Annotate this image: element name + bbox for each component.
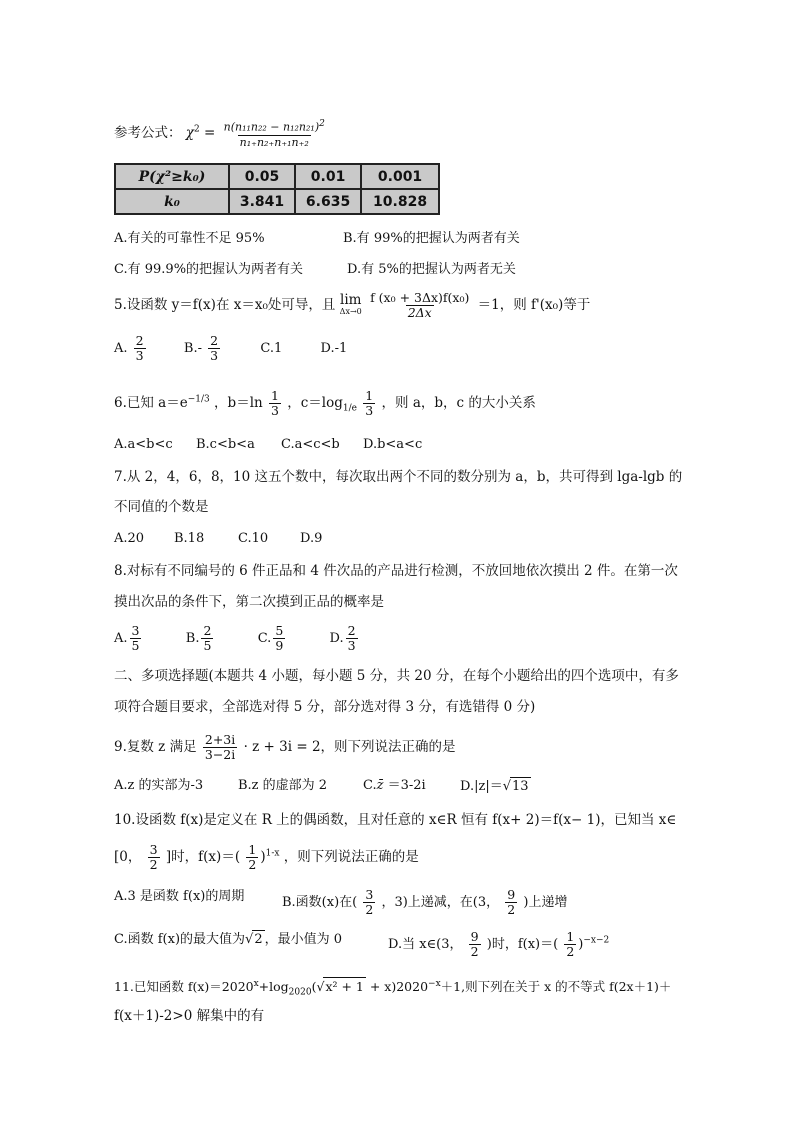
- q7-option-b: B.18: [174, 531, 205, 546]
- q4-option-a: A.有关的可靠性不足 95%: [114, 231, 265, 246]
- q5-options: A. $\frac{2}{3}$ B.- $\frac{2}{3}$ C.1 D.-1: [114, 333, 348, 363]
- q7-option-d: D.9: [300, 531, 323, 546]
- table-row: k₀ 3.841 6.635 10.828: [115, 189, 439, 214]
- question-10-line2: [0， $\frac{3}{2}$ ]时，f(x)＝( $\frac{1}{2}$ )$^{1-x}$ ，则下列说法正确的是: [114, 842, 419, 872]
- chi-symbol: χ: [185, 124, 194, 141]
- q6-option-b: B.c<b<a: [196, 437, 255, 452]
- q10-option-d: D.当 x∈(3， $\frac{9}{2}$ )时，f(x)＝( $\frac{1}{2}$ )$^{-x-2}$: [388, 929, 610, 959]
- q7-option-c: C.10: [238, 531, 269, 546]
- q10-option-b: B.函数(x)在( $\frac{3}{2}$ ，3)上递减，在(3， $\frac{9}{2}$ )上递增: [282, 887, 568, 917]
- q10-option-c: C.函数 f(x)的最大值为√2 ，最小值为 0: [114, 932, 343, 947]
- q9-option-a: A.z 的实部为-3: [114, 778, 204, 793]
- question-5: 5.设函数 y＝f(x)在 x＝x₀处可导，且 lim Δx→0 $\frac{\text{f (x₀ + 3Δx)f(x₀)}}{2\Delta x}$ ＝1，则 f'(x₀)等于: [114, 290, 591, 320]
- q7-option-a: A.20: [114, 531, 145, 546]
- question-7-line2: 不同值的个数是: [114, 499, 209, 515]
- formula-label: 参考公式：: [114, 124, 182, 141]
- question-11-line2: f(x＋1)-2>0 解集中的有: [114, 1008, 265, 1024]
- question-11-line1: 11.已知函数 $f(x)=2020^x+\log_{2020}(√x^2 + 1 + x)2020^{-x}+1$,则下列在关于 x 的不等式 f(2x＋1)＋: [114, 979, 672, 998]
- q4-option-c: C.有 99.9%的把握认为两者有关: [114, 262, 304, 277]
- question-10-line1: 10.设函数 f(x)是定义在 R 上的偶函数，且对任意的 x∈R 恒有 f(x+ 2)＝f(x− 1)，已知当 x∈: [114, 812, 677, 828]
- q9-option-b: B.z 的虚部为 2: [238, 778, 328, 793]
- section-2-heading-line1: 二、多项选择题(本题共 4 小题，每小题 5 分，共 20 分，在每个小题给出的四个选项中，有多: [114, 668, 679, 684]
- q8-options: A. $\frac{3}{5}$ B. $\frac{2}{5}$ C. $\frac{5}{9}$ D. $\frac{2}{3}$: [114, 623, 356, 653]
- critical-value-table: [114, 163, 440, 215]
- q10-option-a: A.3 是函数 f(x)的周期: [114, 889, 245, 904]
- formula-line: 参考公式： $\chi^2$ = $\frac{n(n_{11}n_{22} - n_{12}n_{21})^2}{\text{n₁₊n₂₊n₊₁n₊₂}}$: [114, 119, 325, 149]
- q9-option-c: C.z̄ ＝3-2i: [363, 778, 426, 793]
- question-8-line2: 摸出次品的条件下，第二次摸到正品的概率是: [114, 594, 384, 610]
- section-2-heading-line2: 项符合题目要求，全部选对得 5 分，部分选对得 3 分，有选错得 0 分): [114, 699, 536, 715]
- question-6: 6.已知 $a=e^{-1/3}$ ，b＝ln $\frac{1}{3}$ ，$c=\log_{1/e}$ $\frac{1}{3}$ ，则 a，b，c 的大小关系: [114, 388, 536, 418]
- question-8-line1: 8.对标有不同编号的 6 件正品和 4 件次品的产品进行检测，不放回地依次摸出 2 件。在第一次: [114, 563, 678, 579]
- question-7-line1: 7.从 2，4，6，8，10 这五个数中，每次取出两个不同的数分别为 a，b，共可得到 lga-lgb 的: [114, 469, 683, 485]
- limit-fraction: $\frac{\text{f (x₀ + 3Δx)f(x₀)}}{2\Delta x}$: [370, 290, 470, 320]
- chi-square-formula: $\frac{n(n_{11}n_{22} - n_{12}n_{21})^2}{\text{n₁₊n₂₊n₊₁n₊₂}}$: [223, 119, 325, 149]
- q6-option-d: D.b<a<c: [363, 437, 423, 452]
- q6-option-c: C.a<c<b: [281, 437, 340, 452]
- table-row: P(χ²≥k₀) 0.05 0.01 0.001: [115, 164, 439, 189]
- q9-option-d: D.|z|＝√13: [460, 779, 529, 794]
- q4-option-b: B.有 99%的把握认为两者有关: [343, 231, 520, 246]
- question-9: 9.复数 z 满足 $\frac{2+3i}{3-2i}$ · z + 3i = 2，则下列说法正确的是: [114, 732, 456, 762]
- q4-option-d: D.有 5%的把握认为两者无关: [347, 262, 516, 277]
- q6-option-a: A.a<b<c: [114, 437, 173, 452]
